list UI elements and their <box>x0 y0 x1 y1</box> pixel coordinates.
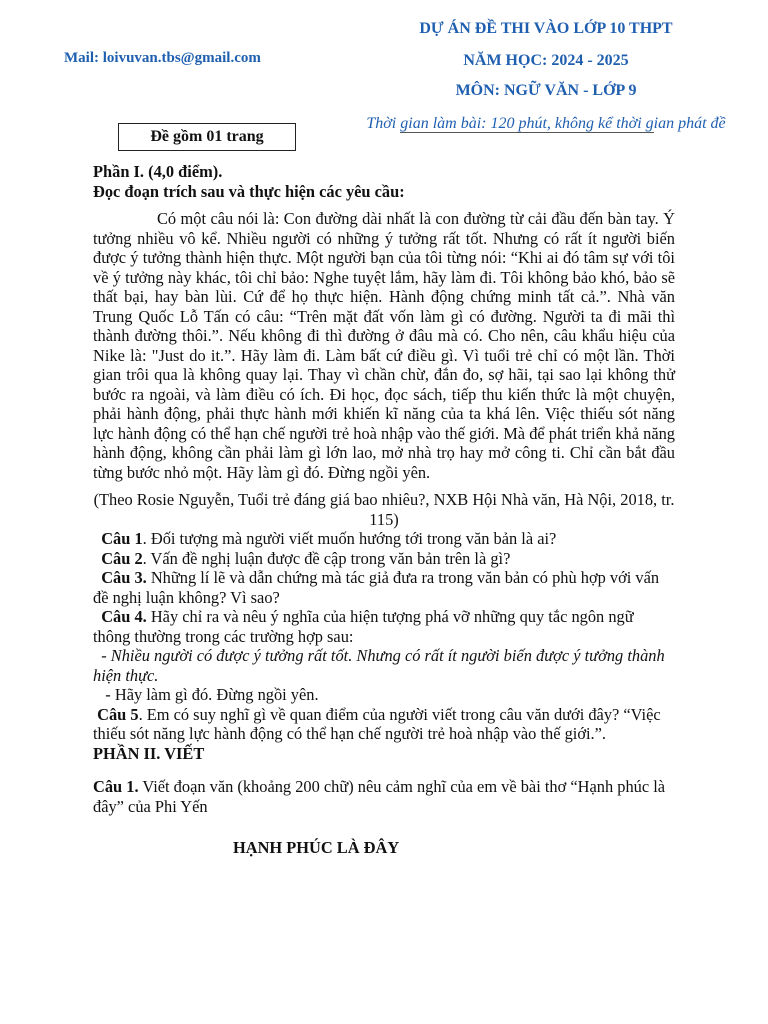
question-5 <box>93 705 675 744</box>
question-4-item-2-text: - Hãy làm gì đó. Đừng ngồi yên. <box>105 685 319 704</box>
exam-body <box>93 162 675 858</box>
poem-title: HẠNH PHÚC LÀ ĐÂY <box>233 838 400 857</box>
part1-title: Phần I. (4,0 điểm). <box>93 162 223 181</box>
question-2 <box>93 549 675 569</box>
exam-subject-line: MÔN: NGỮ VĂN - LỚP 9 <box>455 82 637 99</box>
question-4-item-2 <box>93 685 675 705</box>
passage-source: (Theo Rosie Nguyễn, Tuổi trẻ đáng giá bao nhiêu?, NXB Hội Nhà văn, Hà Nội, 2018, tr. 115) <box>93 490 675 529</box>
writing-question-1-label: Câu 1. <box>93 777 139 796</box>
writing-question-1-text: Viết đoạn văn (khoảng 200 chữ) nêu cảm nghĩ của em về bài thơ “Hạnh phúc là đây” của Phi Yến <box>93 777 666 816</box>
question-4-label: Câu 4. <box>101 607 147 626</box>
reading-passage: Có một câu nói là: Con đường dài nhất là con đường từ cải đầu đến bàn tay. Ý tưởng nhiều vô kể. Nhiều người có những ý tưởng rất tốt. Nhưng có rất ít người biến được ý tưởng thành hiện thực. Một người bạn của tôi từng nói: “Khi ai đó tâm sự với tôi về ý tưởng này khác, tôi chỉ bảo: Nghe tuyệt lắm, hãy làm đi. Tôi không bảo khó, bảo sẽ thất bại, hay bàn lùi. Cứ để họ thực hiện. Hành động chứng minh tất cả.”. Nhà văn Trung Quốc Lỗ Tấn có câu: “Trên mặt đất vốn làm gì có đường. Người ta đi mãi thì thành đường thôi.”. Nếu không đi thì đường ở đâu mà có. Cho nên, câu khẩu hiệu của Nike là: "Just do it.”. Hãy làm đi. Làm bất cứ điều gì. Vì tuổi trẻ chỉ có một lần. Thời gian trôi qua là không quay lại. Thay vì chần chừ, đắn đo, sợ hãi, tại sao lại không thử bước ra ngoài, và làm điều có ích. Đi học, đọc sách, tiếp thu kiến thức là một chuyện, phải hành động, phải thực hành mới khiến kĩ năng của ta khá lên. Việc thiếu sót năng lực hành động có thể hạn chế người trẻ hoà nhập vào thế giới. Mà để phát triển khả năng hành động, không cần phải làm gì lớn lao, mở nhà trọ hay mở công ti. Chỉ cần bắt đầu từng bước nhỏ một. Hãy làm gì đó. Đừng ngồi yên. <box>93 209 675 482</box>
question-3-label: Câu 3. <box>101 568 147 587</box>
question-4-item-1-text: Nhiều người có được ý tưởng rất tốt. Nhưng có rất ít người biến được ý tưởng thành hiện thực. <box>93 646 665 685</box>
writing-question-1 <box>93 777 675 816</box>
header-mail: Mail: loivuvan.tbs@gmail.com <box>64 50 261 66</box>
header-divider <box>400 132 654 133</box>
exam-title-line1: DỰ ÁN ĐỀ THI VÀO LỚP 10 THPT <box>419 20 673 37</box>
question-4-dash: - <box>101 646 111 665</box>
exam-time-note: Thời gian làm bài: 120 phút, không kể thời gian phát đề <box>366 115 726 132</box>
question-1-label: Câu 1 <box>101 529 143 548</box>
question-2-text: . Vấn đề nghị luận được đề cập trong văn bản trên là gì? <box>142 548 511 568</box>
page-count-box: Đề gồm 01 trang <box>118 123 296 151</box>
question-5-text: . Em có suy nghĩ gì về quan điểm của người viết trong câu văn dưới đây? “Việc thiếu sót năng lực hành động có thể hạn chế người trẻ hoà nhập vào thế giới.”. <box>93 704 661 743</box>
part2-title: PHẦN II. VIẾT <box>93 743 205 763</box>
question-3 <box>93 568 675 607</box>
question-4-text: Hãy chỉ ra và nêu ý nghĩa của hiện tượng phá vỡ những quy tắc ngôn ngữ thông thường trong các trường hợp sau: <box>93 607 634 646</box>
question-1-text: . Đối tượng mà người viết muốn hướng tới trong văn bản là ai? <box>142 529 557 548</box>
question-1 <box>93 529 675 549</box>
exam-year-line: NĂM HỌC: 2024 - 2025 <box>463 52 629 69</box>
part1-instruction: Đọc đoạn trích sau và thực hiện các yêu cầu: <box>93 181 405 201</box>
question-2-label: Câu 2 <box>101 548 143 568</box>
question-4-item-1 <box>93 646 675 685</box>
question-3-text: Những lí lẽ và dẫn chứng mà tác giả đưa ra trong văn bản có phù hợp với vấn đề nghị luận không? Vì sao? <box>93 568 660 607</box>
question-5-label: Câu 5 <box>97 704 139 724</box>
question-4 <box>93 607 675 646</box>
